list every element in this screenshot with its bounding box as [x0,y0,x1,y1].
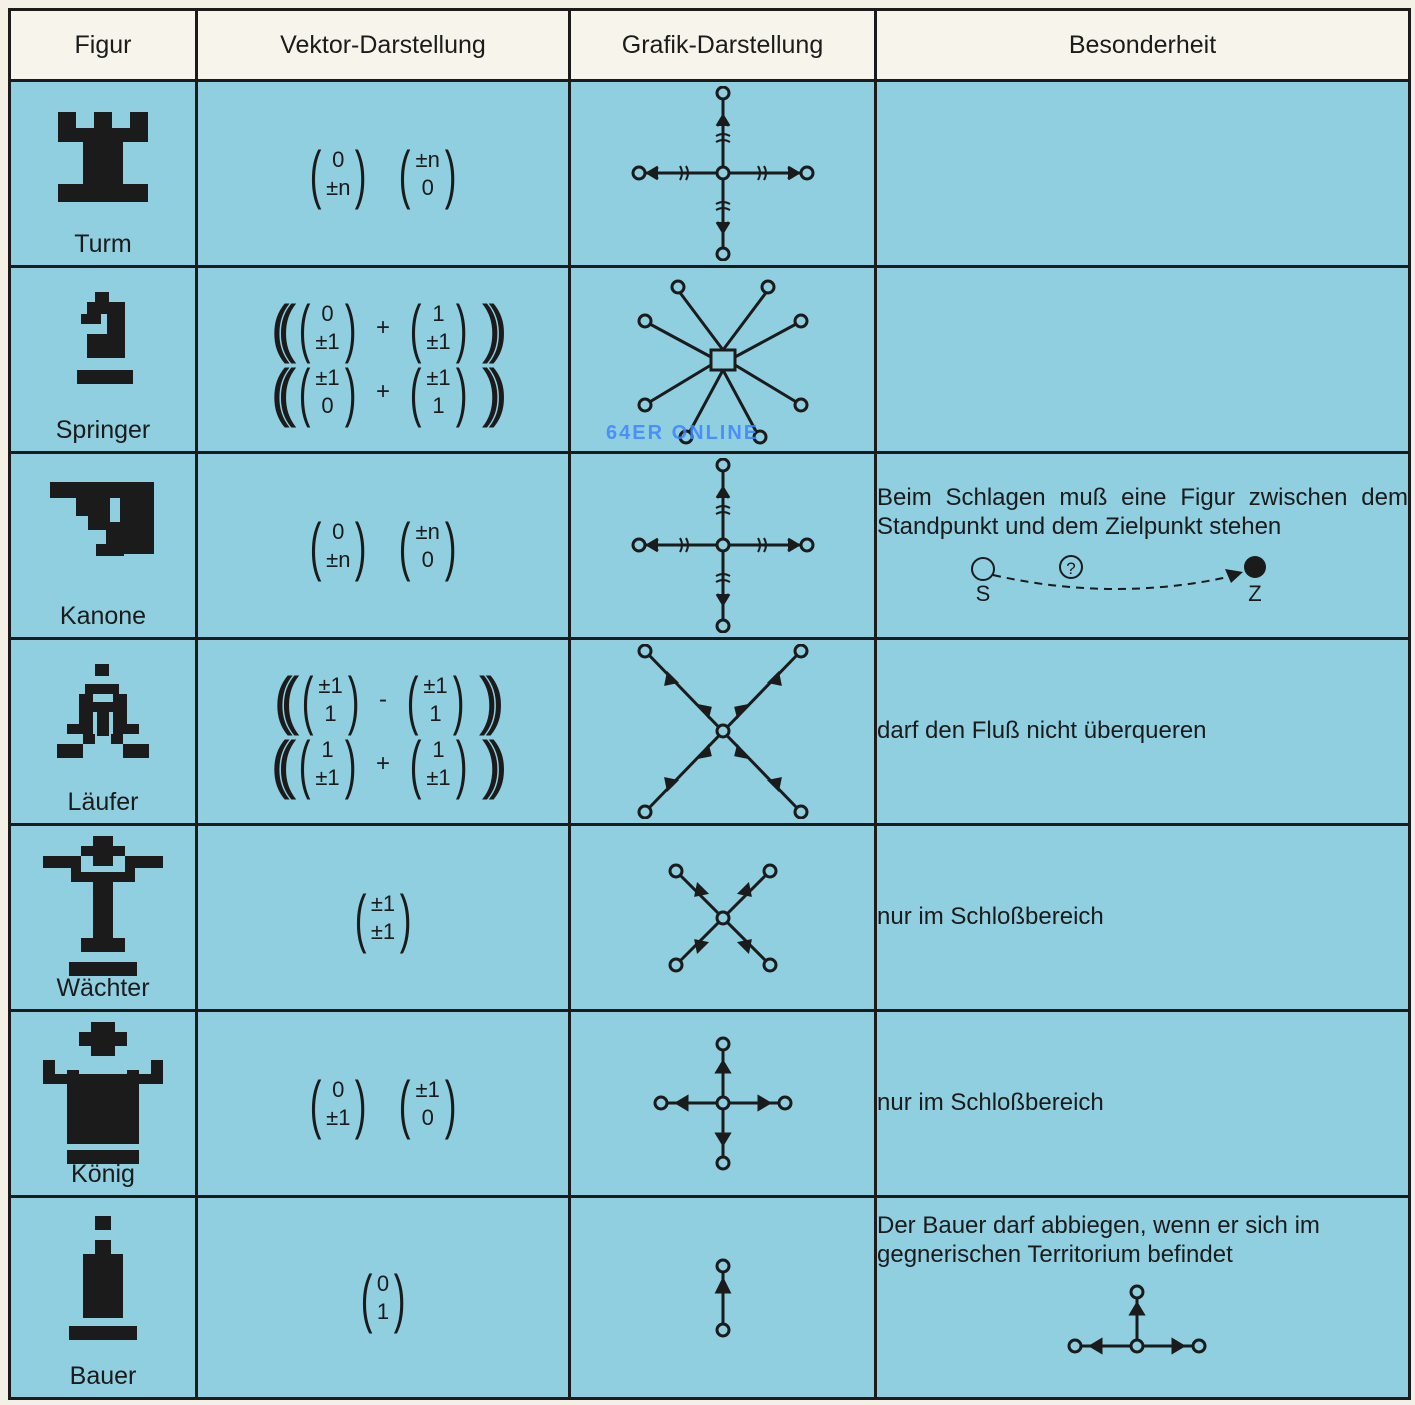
knight-icon [53,290,153,390]
pawn-icon [63,1214,143,1344]
vector-cell [197,639,570,825]
table-row [10,639,1410,825]
vector-group: (( ( ±1 0 ) + ( ±1 1 ) )) [271,355,495,428]
graphic-cell [570,1197,876,1399]
note-text: Beim Schlagen muß eine Figur zwischen dem Standpunkt und dem Zielpunkt stehen [877,483,1408,540]
start-label: S [975,581,991,607]
vector-matrix: ( ±n 0 ) [399,509,457,582]
vector-cell [197,1197,570,1399]
vector-cell [197,453,570,639]
header-row [10,10,1410,81]
header-figure: Figur [10,10,197,81]
vector-matrix: ( 0 1 ) [360,1261,406,1334]
header-vector: Vektor-Darstellung [197,10,570,81]
cannon-icon [48,476,158,576]
vector-cell [197,81,570,267]
vector-cell [197,267,570,453]
figure-cell [10,81,197,267]
figure-name: Kanone [59,602,147,630]
pawn-turn-diagram [1067,1284,1207,1364]
vector-group: (( ( ±1 1 ) - ( ±1 1 ) )) [274,663,492,736]
chess-move-table-page [8,8,1408,1405]
guard-icon [41,834,165,984]
vector-matrix: ( 0 ±1 ) [309,1067,367,1140]
graphic-cell [570,639,876,825]
note-cell [876,453,1410,639]
knight-move-diagram [628,275,818,445]
king-move-diagram [653,1036,793,1171]
note-cell: nur im Schloßbereich [876,825,1410,1011]
header-special: Besonderheit [876,10,1410,81]
king-icon [41,1020,165,1170]
note-cell [876,267,1410,453]
header-graphic: Grafik-Darstellung [570,10,876,81]
vector-matrix: ( ±1 ±1 ) [354,881,412,954]
figure-cell [10,1197,197,1399]
guard-move-diagram [668,863,778,973]
pawn-move-diagram [708,1258,738,1338]
note-cell: darf den Fluß nicht überqueren [876,639,1410,825]
cannon-move-diagram [628,458,818,633]
graphic-cell [570,81,876,267]
vector-group: (( ( 0 ±1 ) + ( 1 ±1 ) )) [271,291,495,364]
note-cell [876,81,1410,267]
figure-name: König [71,1160,135,1188]
figure-name: Bauer [69,1362,137,1390]
rook-icon [53,104,153,204]
graphic-cell [570,1011,876,1197]
graphic-cell [570,825,876,1011]
figure-name: Springer [55,416,151,444]
table-row [10,453,1410,639]
watermark: 64ER ONLINE [606,422,760,444]
vector-group: (( ( 1 ±1 ) + ( 1 ±1 ) )) [271,727,495,800]
table-row [10,1197,1410,1399]
figure-cell [10,453,197,639]
end-label: Z [1248,581,1262,607]
middle-label: ? [1066,559,1076,579]
table-row [10,81,1410,267]
vector-cell [197,825,570,1011]
figure-cell [10,639,197,825]
figure-cell [10,267,197,453]
table-row [10,1011,1410,1197]
vector-cell [197,1011,570,1197]
graphic-cell [570,453,876,639]
capture-diagram [877,545,1357,607]
note-text: Der Bauer darf abbiegen, wenn er sich im gegnerischen Territorium befindet [877,1212,1320,1268]
figure-cell [10,1011,197,1197]
piece-movement-table [8,8,1411,1400]
figure-name: Wächter [56,974,150,1002]
figure-name: Läufer [67,788,139,816]
vector-matrix: ( ±n 0 ) [399,137,457,210]
figure-cell [10,825,197,1011]
note-cell: nur im Schloßbereich [876,1011,1410,1197]
bishop-move-diagram [628,644,818,819]
note-cell [876,1197,1410,1399]
vector-matrix: ( 0 ±n ) [309,509,367,582]
rook-move-diagram [628,86,818,261]
table-row [10,825,1410,1011]
vector-matrix: ( ±1 0 ) [399,1067,457,1140]
bishop-icon [53,662,153,772]
figure-name: Turm [74,230,132,258]
vector-matrix: ( 0 ±n ) [309,137,367,210]
